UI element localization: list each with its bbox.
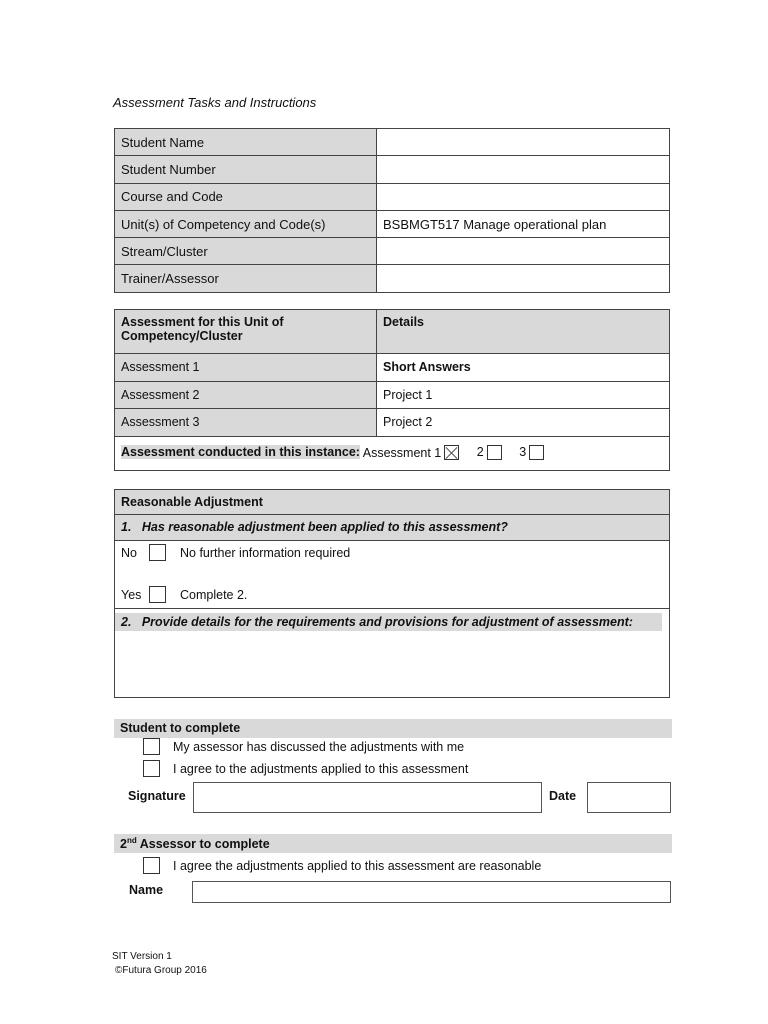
copyright-text: ©Futura Group 2016	[115, 965, 207, 976]
option-2-label: 2	[476, 445, 484, 460]
page-title: Assessment Tasks and Instructions	[113, 95, 317, 110]
conducted-label: Assessment conducted in this instance:	[121, 445, 360, 460]
option-yes	[121, 586, 247, 603]
row-label: Unit(s) of Competency and Code(s)	[115, 210, 377, 237]
footer	[112, 950, 207, 978]
header-details: Details	[377, 310, 670, 354]
yes-label: Yes	[121, 587, 142, 602]
student-name-field[interactable]	[377, 129, 670, 156]
signature-field[interactable]	[193, 782, 542, 813]
header-assessment: Assessment for this Unit of Competency/Cluster	[115, 310, 377, 354]
question-2: 2. Provide details for the requirements and provisions for adjustment of assessment:	[115, 613, 662, 631]
assessor2-check	[143, 857, 541, 874]
table-row	[115, 238, 670, 265]
student-number-field[interactable]	[377, 156, 670, 183]
course-code-field[interactable]	[377, 183, 670, 210]
assessment-1-checkbox[interactable]	[444, 445, 459, 460]
assessor-name-field[interactable]	[192, 881, 671, 903]
no-checkbox[interactable]	[149, 544, 166, 561]
agree-checkbox[interactable]	[143, 760, 160, 777]
option-no	[121, 544, 350, 561]
table-row	[115, 265, 670, 292]
yes-checkbox[interactable]	[149, 586, 166, 603]
reasonable-checkbox[interactable]	[143, 857, 160, 874]
table-row	[115, 210, 670, 237]
assessment-2-checkbox[interactable]	[487, 445, 502, 460]
table-row	[115, 354, 670, 382]
student-check-1	[143, 738, 464, 755]
date-field[interactable]	[587, 782, 671, 813]
assessment-table	[114, 309, 670, 471]
assessment-label: Assessment 1	[115, 354, 377, 382]
assessor2-section-heading	[114, 834, 672, 853]
no-label: No	[121, 545, 137, 560]
heading-ordinal: nd	[126, 836, 137, 845]
yes-text: Complete 2.	[180, 587, 248, 602]
assessment-label: Assessment 3	[115, 409, 377, 437]
signature-label: Signature	[128, 789, 186, 803]
reasonable-adjustment-box	[114, 489, 670, 698]
heading-number: 2	[120, 837, 127, 852]
row-label: Student Number	[115, 156, 377, 183]
row-label: Trainer/Assessor	[115, 265, 377, 292]
row-label: Student Name	[115, 129, 377, 156]
assessment-3-checkbox[interactable]	[529, 445, 544, 460]
no-text: No further information required	[180, 545, 351, 560]
discussed-text: My assessor has discussed the adjustments with me	[173, 739, 465, 754]
row-label: Course and Code	[115, 183, 377, 210]
question-1: 1. Has reasonable adjustment been applied to this assessment?	[115, 515, 669, 541]
table-row	[115, 129, 670, 156]
agree-text: I agree to the adjustments applied to this assessment	[173, 761, 469, 776]
student-details-table	[114, 128, 670, 293]
assessment-label: Assessment 2	[115, 381, 377, 409]
date-label: Date	[549, 789, 577, 803]
assessment-detail: Project 1	[377, 381, 670, 409]
reasonable-adjustment-heading: Reasonable Adjustment	[115, 490, 669, 515]
adjustment-options	[115, 541, 669, 609]
table-header-row	[115, 310, 670, 354]
assessment-detail: Short Answers	[377, 354, 670, 382]
assessment-detail: Project 2	[377, 409, 670, 437]
table-row	[115, 156, 670, 183]
trainer-assessor-field[interactable]	[377, 265, 670, 292]
discussed-checkbox[interactable]	[143, 738, 160, 755]
table-row	[115, 409, 670, 437]
unit-code-value: BSBMGT517 Manage operational plan	[377, 210, 670, 237]
student-section-heading: Student to complete	[114, 719, 672, 738]
row-label: Stream/Cluster	[115, 238, 377, 265]
table-row	[115, 183, 670, 210]
student-check-2	[143, 760, 468, 777]
version-text: SIT Version 1	[112, 951, 172, 962]
reasonable-text: I agree the adjustments applied to this assessment are reasonable	[173, 858, 542, 873]
option-3-label: 3	[519, 445, 527, 460]
conducted-row	[115, 436, 670, 470]
name-label: Name	[129, 883, 164, 897]
stream-cluster-field[interactable]	[377, 238, 670, 265]
heading-text: Assessor to complete	[136, 837, 270, 852]
table-row	[115, 381, 670, 409]
conducted-prefix: Assessment 1	[362, 445, 442, 460]
